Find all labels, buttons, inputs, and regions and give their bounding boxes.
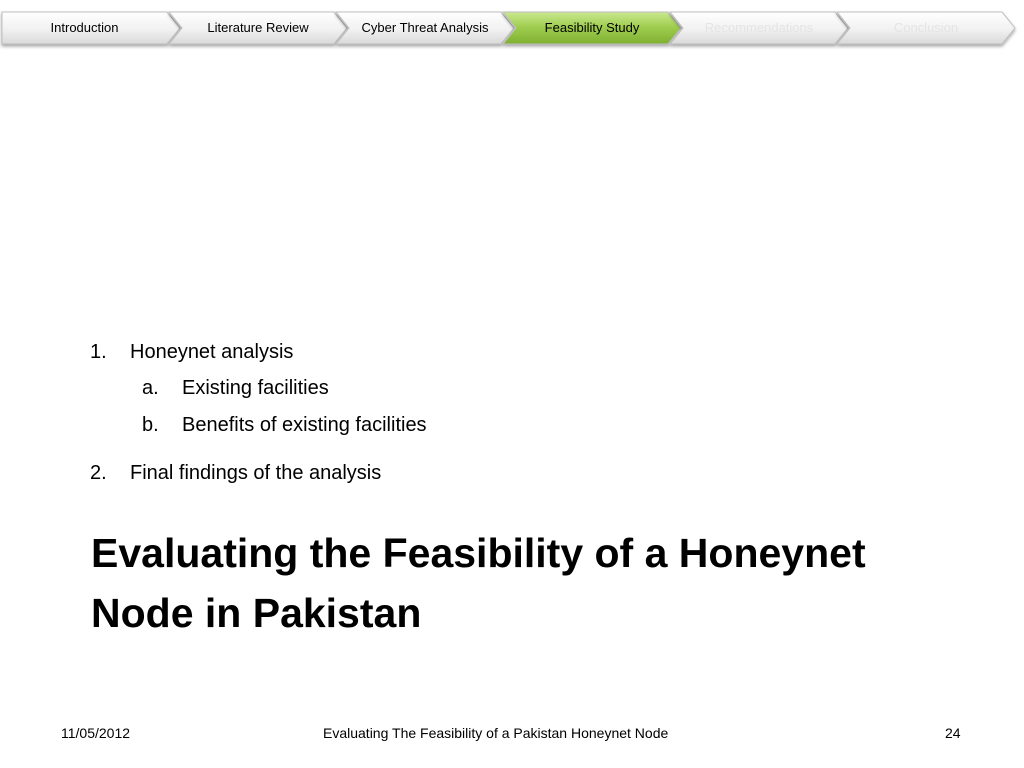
footer-title: Evaluating The Feasibility of a Pakistan Honeynet Node (323, 725, 669, 741)
list-text: Final findings of the analysis (130, 462, 382, 484)
list-number: b. (142, 414, 159, 436)
list-text: Honeynet analysis (130, 341, 294, 363)
list-text: Existing facilities (182, 377, 329, 399)
list-number: a. (142, 377, 159, 399)
progress-navigation (0, 0, 1024, 52)
slide-title-line-1: Evaluating the Feasibility of a Honeynet (91, 530, 866, 576)
footer-date: 11/05/2012 (61, 725, 131, 741)
nav-item-recommendations[interactable]: Recommendations (704, 20, 814, 35)
list-number: 1. (90, 341, 107, 363)
slide-title-line-2: Node in Pakistan (91, 590, 422, 636)
list-number: 2. (90, 462, 107, 484)
nav-item-feasibility-study[interactable]: Feasibility Study (544, 20, 640, 35)
nav-item-conclusion[interactable]: Conclusion (893, 20, 959, 35)
slide-title (91, 523, 971, 643)
nav-item-cyber-threat-analysis[interactable]: Cyber Threat Analysis (361, 20, 489, 35)
list-text: Benefits of existing facilities (182, 414, 427, 436)
nav-item-literature-review[interactable]: Literature Review (207, 20, 309, 35)
nav-item-introduction[interactable]: Introduction (50, 20, 119, 35)
page-number: 24 (945, 725, 961, 741)
